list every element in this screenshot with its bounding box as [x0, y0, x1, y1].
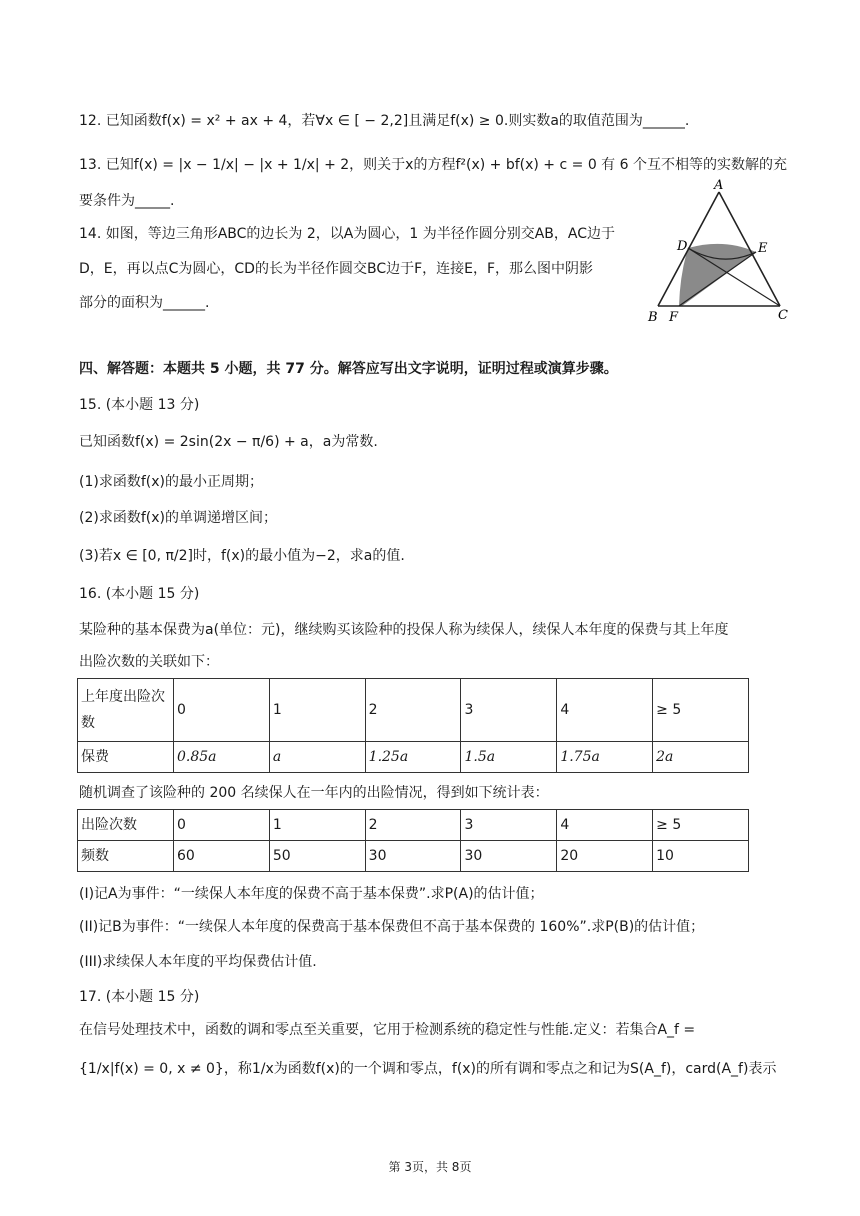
table-cell: 1.25a [365, 742, 461, 773]
table-cell: 10 [653, 841, 749, 872]
q16-part-3: (III)求续保人本年度的平均保费估计值. [79, 954, 317, 970]
label-f: F [669, 310, 679, 325]
table-cell: a [269, 742, 365, 773]
table-cell: 0.85a [174, 742, 270, 773]
table-row [78, 679, 749, 742]
table-cell: 0 [174, 810, 270, 841]
table-cell: 2 [365, 810, 461, 841]
table-cell: 50 [269, 841, 365, 872]
q16-part-2: (II)记B为事件：“一续保人本年度的保费高于基本保费但不高于基本保费的 160%”.求P(B)的估计值； [79, 919, 705, 935]
table-header-cell: 频数 [78, 841, 174, 872]
shaded-region [679, 244, 756, 306]
table-cell: 2 [365, 679, 461, 742]
question-14-line-2: D，E，再以点C为圆心，CD的长为半径作圆交BC边于F，连接E，F，那么图中阴影 [79, 261, 594, 277]
table-cell: 20 [557, 841, 653, 872]
page-footer: 第 3页，共 8页 [388, 1160, 472, 1174]
frequency-table [77, 809, 749, 872]
table-cell: 1.5a [461, 742, 557, 773]
table-cell: 3 [461, 679, 557, 742]
question-14-line-3: 部分的面积为______. [79, 295, 210, 311]
table-cell: 60 [174, 841, 270, 872]
question-12: 12. 已知函数f(x) = x² + ax + 4，若∀x ∈ [ − 2,2]且满足f(x) ≥ 0.则实数a的取值范围为______. [79, 113, 690, 129]
question-13-line-1: 13. 已知f(x) = |x − 1/x| − |x + 1/x| + 2，则关于x的方程f²(x) + bf(x) + c = 0 有 6 个互不相等的实数解的充 [79, 157, 787, 173]
q15-part-3: (3)若x ∈ [0, π/2]时，f(x)的最小值为−2，求a的值. [79, 548, 405, 564]
table-row [78, 841, 749, 872]
q15-stem: 已知函数f(x) = 2sin(2x − π/6) + a，a为常数. [79, 434, 378, 450]
q16-mid-text: 随机调查了该险种的 200 名续保人在一年内的出险情况，得到如下统计表： [79, 785, 549, 801]
q17-line-1: 在信号处理技术中，函数的调和零点至关重要，它用于检测系统的稳定性与性能.定义：若集合A_f = [79, 1022, 696, 1038]
q15-part-2: (2)求函数f(x)的单调递增区间； [79, 510, 277, 526]
table-cell: 30 [365, 841, 461, 872]
q15-heading: 15. (本小题 13 分) [79, 397, 200, 413]
table-cell: 30 [461, 841, 557, 872]
label-e: E [758, 241, 768, 256]
q16-heading: 16. (本小题 15 分) [79, 586, 200, 602]
table-row [78, 742, 749, 773]
label-d: D [677, 239, 688, 254]
table-cell: ≥ 5 [653, 810, 749, 841]
table-cell: 2a [653, 742, 749, 773]
table-header-cell: 保费 [78, 742, 174, 773]
q17-line-2: {1/x|f(x) = 0, x ≠ 0}，称1/x为函数f(x)的一个调和零点，f(x)的所有调和零点之和记为S(A_f)，card(A_f)表示 [79, 1061, 777, 1077]
q16-part-1: (I)记A为事件：“一续保人本年度的保费不高于基本保费”.求P(A)的估计值； [79, 886, 544, 902]
table-row [78, 810, 749, 841]
q16-stem-line-2: 出险次数的关联如下： [79, 654, 219, 670]
table-cell: 3 [461, 810, 557, 841]
table-cell: ≥ 5 [653, 679, 749, 742]
table-cell: 1 [269, 810, 365, 841]
table-cell: 4 [557, 810, 653, 841]
table-cell: 4 [557, 679, 653, 742]
section-4-heading: 四、解答题：本题共 5 小题，共 77 分。解答应写出文字说明，证明过程或演算步骤。 [79, 361, 618, 377]
table-header-cell: 出险次数 [78, 810, 174, 841]
table-header-cell: 上年度出险次数 [78, 679, 174, 742]
q15-part-1: (1)求函数f(x)的最小正周期； [79, 474, 263, 490]
table-cell: 1.75a [557, 742, 653, 773]
q16-stem-line-1: 某险种的基本保费为a(单位：元)，继续购买该险种的投保人称为续保人，续保人本年度的保费与其上年度 [79, 622, 729, 638]
question-14-line-1: 14. 如图，等边三角形ABC的边长为 2，以A为圆心，1 为半径作圆分别交AB，AC边于 [79, 226, 616, 242]
q17-heading: 17. (本小题 15 分) [79, 989, 200, 1005]
premium-table [77, 678, 749, 773]
question-13-line-2: 要条件为_____. [79, 193, 175, 209]
label-a: A [714, 178, 724, 193]
label-b: B [648, 310, 658, 325]
label-c: C [778, 308, 788, 323]
table-cell: 1 [269, 679, 365, 742]
table-cell: 0 [174, 679, 270, 742]
triangle-figure [644, 178, 794, 326]
